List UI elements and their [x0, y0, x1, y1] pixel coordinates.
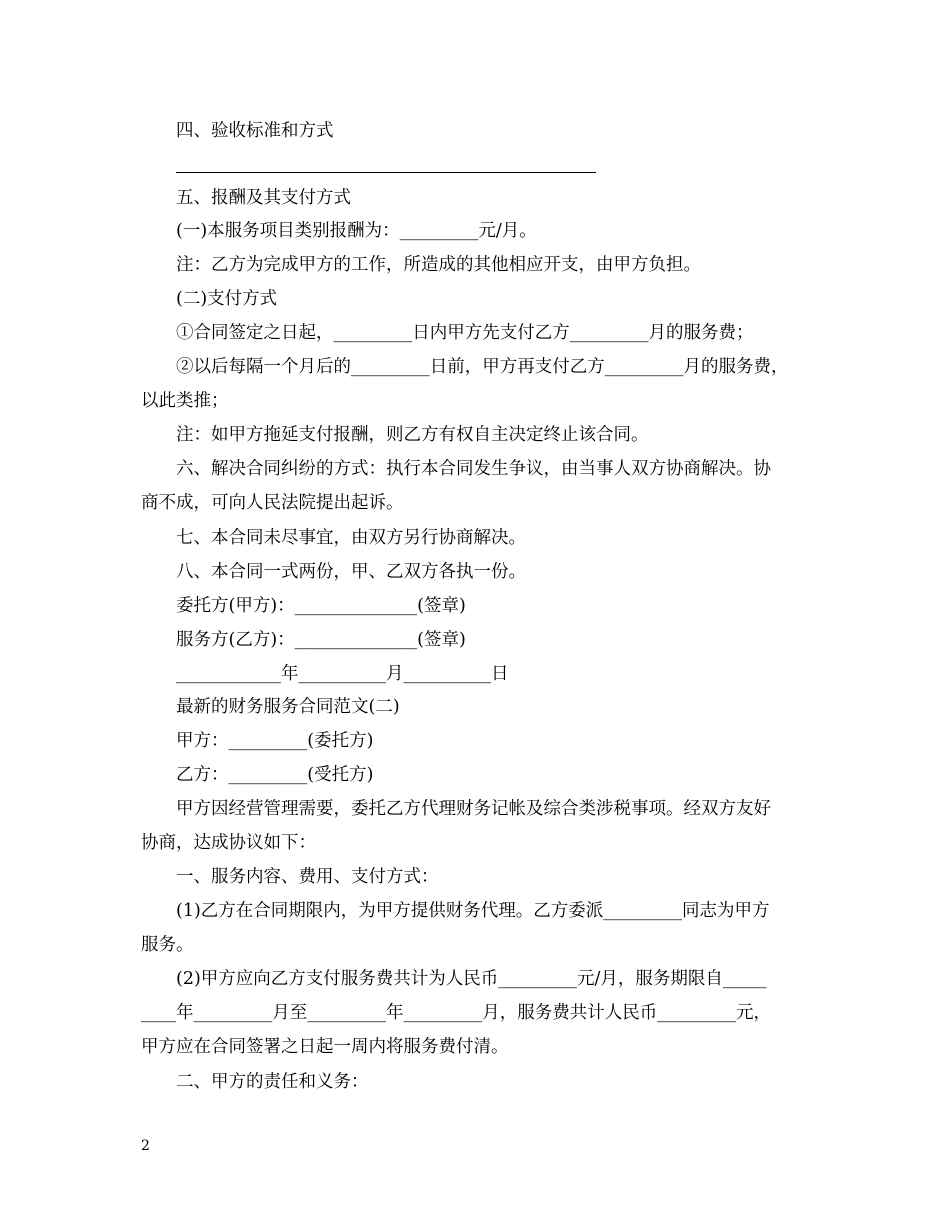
- party-a-line: 甲方：_________(委托方): [176, 731, 374, 751]
- blank-fill-line: [176, 172, 596, 173]
- party-b-line: 乙方：_________(受托方): [176, 765, 374, 785]
- paragraph: 协商，达成协议如下：: [141, 833, 316, 853]
- paragraph: 以此类推；: [141, 391, 229, 411]
- paragraph: ①合同签定之日起，_________日内甲方先支付乙方_________月的服务费；: [176, 323, 754, 343]
- paragraph: 甲方应在合同签署之日起一周内将服务费付清。: [141, 1037, 509, 1057]
- paragraph: ____年_________月至_________年_________月，服务费共计人民币_________元，: [141, 1003, 771, 1023]
- paragraph: 甲方因经营管理需要，委托乙方代理财务记帐及综合类涉税事项。经双方友好: [176, 799, 771, 819]
- document-title: 最新的财务服务合同范文(二): [176, 697, 400, 717]
- paragraph: (二)支付方式: [176, 289, 278, 309]
- paragraph: (1)乙方在合同期限内，为甲方提供财务代理。乙方委派_________同志为甲方: [176, 901, 770, 921]
- section-4-heading: 四、验收标准和方式: [176, 121, 334, 141]
- paragraph: 服务。: [141, 935, 194, 955]
- paragraph: 注：如甲方拖延支付报酬，则乙方有权自主决定终止该合同。: [176, 425, 649, 445]
- paragraph: (2)甲方应向乙方支付服务费共计为人民币_________元/月，服务期限自_____: [176, 969, 767, 989]
- date-line: ____________年__________月__________日: [176, 664, 509, 684]
- section-2-heading: 二、甲方的责任和义务：: [176, 1072, 369, 1092]
- paragraph: 注：乙方为完成甲方的工作，所造成的其他相应开支，由甲方负担。: [176, 255, 701, 275]
- section-6-heading: 六、解决合同纠纷的方式：执行本合同发生争议，由当事人双方协商解决。协: [176, 459, 771, 479]
- paragraph: (一)本服务项目类别报酬为：_________元/月。: [176, 221, 537, 241]
- paragraph: ②以后每隔一个月后的_________日前，甲方再支付乙方_________月的服务费，: [176, 357, 789, 377]
- signature-line-party-b: 服务方(乙方)：______________(签章): [176, 630, 466, 650]
- section-5-heading: 五、报酬及其支付方式: [176, 188, 351, 208]
- page-number: 2: [141, 1138, 150, 1154]
- section-1-heading: 一、服务内容、费用、支付方式：: [176, 867, 439, 887]
- paragraph: 商不成，可向人民法院提出起诉。: [141, 493, 404, 513]
- section-7-heading: 七、本合同未尽事宜，由双方另行协商解决。: [176, 528, 526, 548]
- section-8-heading: 八、本合同一式两份，甲、乙双方各执一份。: [176, 562, 526, 582]
- signature-line-party-a: 委托方(甲方)：______________(签章): [176, 596, 466, 616]
